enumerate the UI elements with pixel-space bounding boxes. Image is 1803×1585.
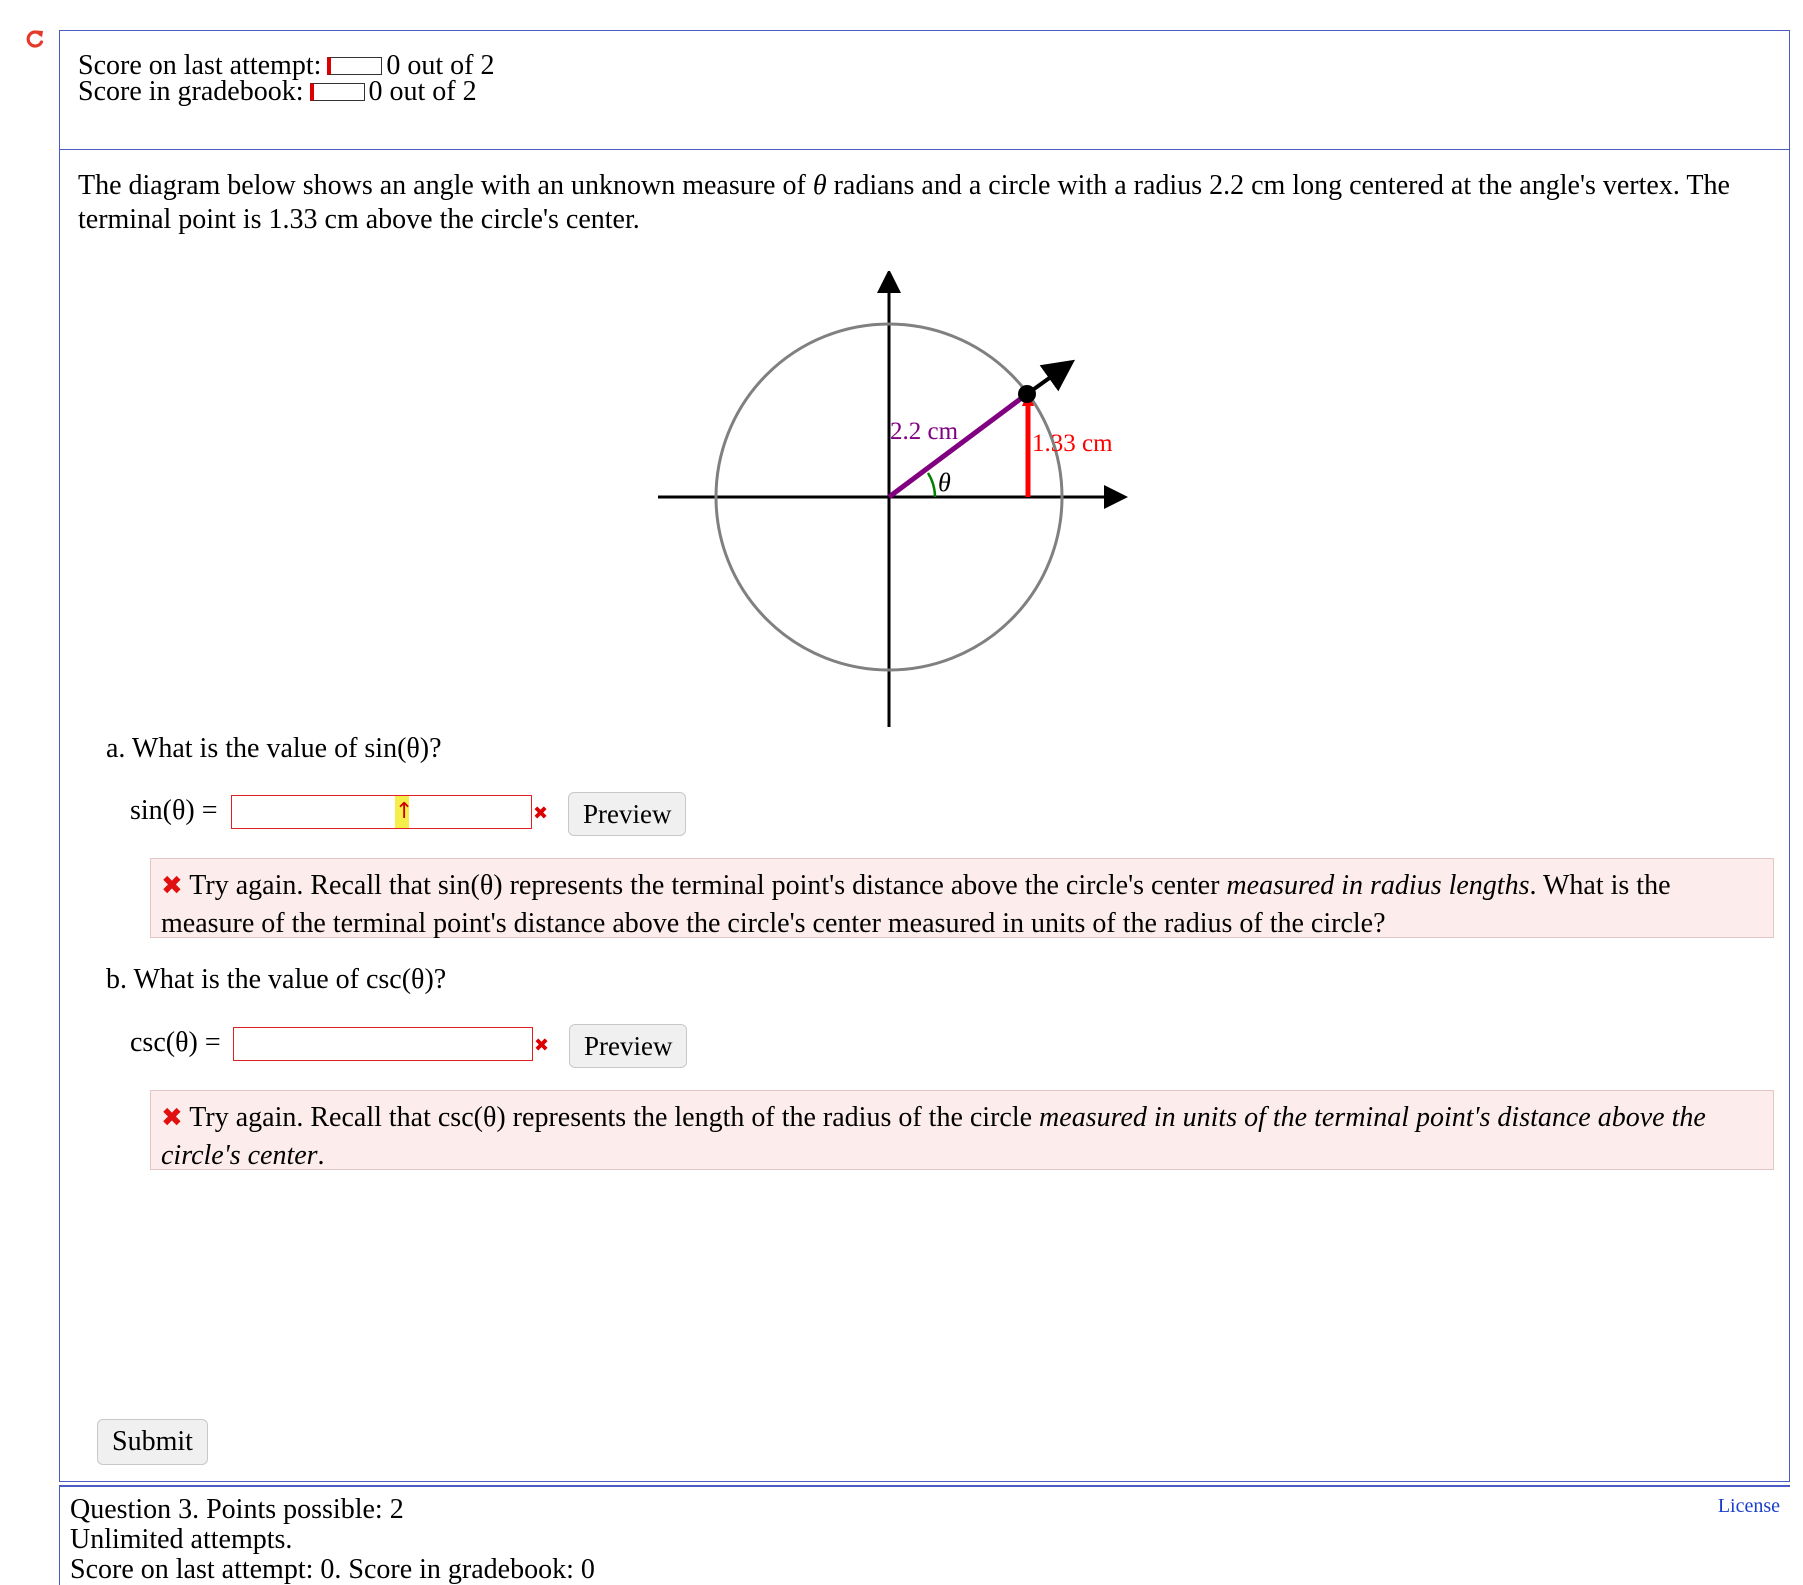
feedback-b-text1: Try again. Recall that csc(θ) represents the length of the radius of the circle (182, 1102, 1040, 1133)
preview-button-a[interactable]: Preview (568, 792, 686, 836)
license-link[interactable]: License (1717, 1495, 1780, 1517)
part-a-equation-label: sin(θ) = (130, 795, 218, 826)
terminal-point (1018, 385, 1036, 403)
score-gradebook (78, 77, 477, 107)
score-area (60, 31, 1789, 150)
question-3-scores: Score on last attempt: 0. Score in gradebook: 0 (70, 1554, 595, 1585)
score-gradebook-value: 0 out of 2 (368, 76, 477, 107)
unit-circle-diagram (658, 271, 1158, 741)
preview-button-b[interactable]: Preview (569, 1024, 687, 1068)
close-icon: ✖ (534, 1035, 550, 1056)
score-last-attempt-label: Score on last attempt: (78, 50, 322, 81)
part-a-prompt: a. What is the value of sin(θ)? (106, 733, 442, 764)
close-icon: ✖ (533, 803, 549, 824)
question-text-part2: radians and a circle with a radius 2.2 cm long centered at the angle's vertex. The terminal point is 1.33 cm above the circle's center. (78, 170, 1730, 235)
feedback-a (150, 858, 1774, 938)
score-gradebook-bar (310, 83, 365, 101)
score-gradebook-label: Score in gradebook: (78, 76, 304, 107)
question-3-info (59, 1485, 1790, 1585)
submit-button[interactable]: Submit (97, 1419, 208, 1465)
feedback-a-text2: . What is the measure of the terminal point's distance above the circle's center measured in units of the radius of the circle? (161, 870, 1671, 939)
question-text (78, 169, 1778, 237)
score-last-attempt-value: 0 out of 2 (386, 50, 495, 81)
question-theta: θ (812, 170, 827, 201)
caret-marker-icon: ↑ (395, 796, 409, 828)
question-3-attempts: Unlimited attempts. (70, 1524, 293, 1555)
part-b-equation-label: csc(θ) = (130, 1027, 221, 1058)
feedback-b-text2: . (317, 1140, 325, 1171)
feedback-a-italic: measured in radius lengths (1226, 870, 1530, 901)
sin-answer-input[interactable] (231, 795, 532, 829)
question-text-part1: The diagram below shows an angle with an unknown measure of (78, 170, 813, 201)
csc-answer-input[interactable] (233, 1027, 533, 1061)
radius-line (889, 394, 1027, 497)
radius-label: 2.2 cm (890, 418, 959, 445)
part-b-prompt: b. What is the value of csc(θ)? (106, 964, 447, 995)
angle-arc (928, 473, 935, 497)
question-panel (59, 30, 1790, 1482)
feedback-b (150, 1090, 1774, 1170)
question-3-points: Question 3. Points possible: 2 (70, 1494, 404, 1525)
height-label: 1.33 cm (1032, 430, 1113, 457)
close-icon: ✖ (161, 871, 183, 901)
feedback-a-text1: Try again. Recall that sin(θ) represents the terminal point's distance above the circle's center (182, 870, 1227, 901)
feedback-b-italic: measured in units of the terminal point's distance above the circle's center (161, 1102, 1706, 1171)
reload-icon[interactable] (24, 28, 46, 50)
score-last-attempt-bar (327, 57, 382, 75)
close-icon: ✖ (161, 1103, 183, 1133)
angle-label: θ (938, 468, 951, 497)
